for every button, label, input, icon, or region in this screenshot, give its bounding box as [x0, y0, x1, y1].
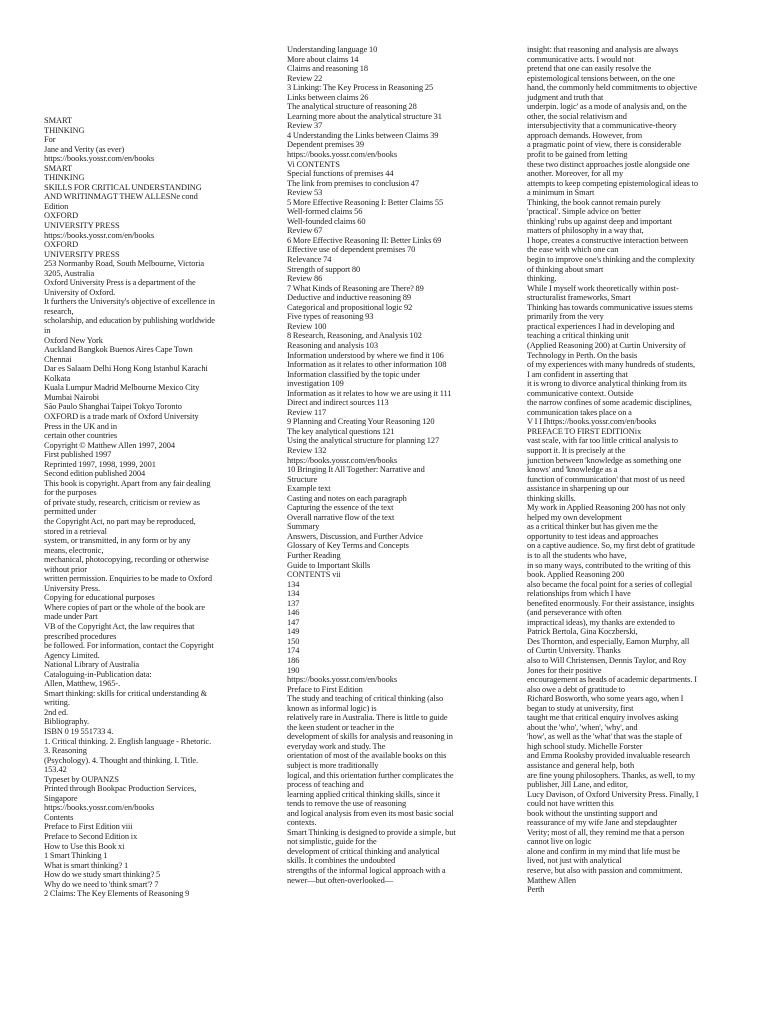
- text-line: V I I Ihttps://books.yossr.com/en/books: [527, 417, 657, 427]
- text-line: Learning more about the analytical structure 31: [287, 111, 442, 121]
- text-line: support it. It is precisely at the: [527, 445, 626, 455]
- text-line: Reasoning and analysis 103: [287, 340, 379, 350]
- text-line: SMART: [44, 116, 73, 125]
- text-line: Dependent premises 39: [287, 140, 364, 150]
- text-line: 'how', as well as the 'what' that was the staple of: [527, 732, 683, 742]
- text-line: system, or transmitted, in any form or by any: [44, 536, 191, 546]
- text-line: The analytical structure of reasoning 28: [287, 102, 417, 112]
- text-line: thinking' rubs up against deep and important: [527, 216, 672, 226]
- text-line: Review 53: [287, 188, 323, 198]
- text-line: the narrow confines of some academic disciplines,: [527, 398, 692, 408]
- text-line: 146: [287, 608, 300, 618]
- text-line: Preface to Second Edition ix: [44, 832, 138, 842]
- text-line: 4 Understanding the Links between Claims 39: [287, 130, 439, 140]
- text-line: 253 Normanby Road, South Melbourne, Victoria: [44, 259, 205, 269]
- text-line: https://books.yossr.com/en/books: [287, 675, 398, 685]
- text-line: subject is more traditionally: [287, 761, 379, 771]
- text-line: knows' and 'knowledge as a: [527, 465, 618, 475]
- text-line: Where copies of part or the whole of the book are: [44, 602, 206, 612]
- text-line: 2 Claims: The Key Elements of Reasoning 9: [44, 889, 190, 899]
- text-line: Contents: [44, 812, 74, 822]
- text-line: Perth: [527, 885, 545, 895]
- text-line: logical, and this orientation further complicates the: [287, 770, 454, 780]
- text-line: Review 132: [287, 445, 327, 455]
- text-line: begin to improve one's thinking and the complexity: [527, 255, 695, 265]
- text-line: publisher, Jill Lane, and editor,: [527, 780, 628, 790]
- text-line: made under Part: [44, 612, 98, 622]
- text-line: communicative acts. I would not: [527, 54, 634, 64]
- text-line: tends to remove the use of reasoning: [287, 799, 407, 809]
- text-line: 10 Bringing It All Together: Narrative and: [287, 465, 425, 475]
- text-line: lived, not just with analytical: [527, 856, 622, 866]
- text-line: Auckland Bangkok Buenos Aires Cape Town: [44, 345, 193, 355]
- text-line: also to Will Christensen, Dennis Taylor, and Roy: [527, 656, 687, 665]
- text-line: learning applied critical thinking skills, since it: [287, 789, 441, 799]
- text-line: Why do we need to 'think smart'? 7: [44, 879, 159, 889]
- text-line: relationships from which I have: [527, 589, 631, 599]
- text-line: The study and teaching of critical thinking (also: [287, 694, 444, 704]
- text-line: THINKING: [44, 173, 85, 183]
- text-line: Dar es Salaam Delhi Hong Kong Istanbul Karachi: [44, 364, 208, 374]
- text-line: Structure: [287, 474, 318, 484]
- text-line: Review 117: [287, 407, 327, 417]
- text-line: Oxford University Press is a department of the: [44, 278, 196, 288]
- text-line: I hope, creates a constructive interaction between: [527, 235, 689, 245]
- text-line: https://books.yossr.com/en/books: [44, 803, 155, 813]
- text-line: My work in Applied Reasoning 200 has not only: [527, 503, 686, 513]
- text-line: Agency Limited.: [44, 650, 100, 660]
- text-line: Jane and Verity (as ever): [44, 144, 125, 154]
- text-line: not simplistic, guide for the: [287, 837, 377, 847]
- text-line: epistemological tensions between, on the one: [527, 73, 675, 83]
- text-line: Summary: [287, 522, 320, 532]
- text-line: 153.42: [44, 765, 67, 775]
- text-line: newer—but often-overlooked—: [287, 875, 394, 885]
- text-line: Deductive and inductive reasoning 89: [287, 293, 411, 303]
- text-line: OXFORD is a trade mark of Oxford University: [44, 411, 199, 421]
- text-line: It furthers the University's objective of excellence in: [44, 297, 215, 307]
- text-line: Effective use of dependent premises 70: [287, 245, 416, 255]
- text-line: everyday work and study. The: [287, 741, 386, 751]
- text-line: in so many ways, contributed to the writing of this: [527, 560, 691, 570]
- text-line: the keen student or teacher in the: [287, 722, 395, 732]
- text-line: high school study. Michelle Forster: [527, 741, 643, 751]
- text-line: Claims and reasoning 18: [287, 64, 368, 74]
- text-line: taught me that critical enquiry involves asking: [527, 713, 679, 723]
- text-line: UNIVERSITY PRESS: [44, 249, 120, 259]
- text-line: Information classified by the topic under: [287, 369, 420, 379]
- text-line: 5 More Effective Reasoning I: Better Claims 55: [287, 197, 444, 207]
- text-line: Understanding language 10: [287, 45, 378, 54]
- text-line: How to Use this Book xi: [44, 841, 125, 851]
- text-line: Direct and indirect sources 113: [287, 398, 389, 408]
- text-line: Capturing the essence of the text: [287, 503, 394, 513]
- text-line: assistance in sharpening up our: [527, 484, 629, 494]
- text-line: Review 86: [287, 274, 323, 284]
- text-line: attempts to keep competing epistemological ideas to: [527, 178, 699, 188]
- text-line: written permission. Enquiries to be made to Oxford: [44, 574, 212, 584]
- text-line: cannot live on logic: [527, 837, 592, 847]
- text-line: of thinking about smart: [527, 264, 604, 274]
- text-line: 3205, Australia: [44, 268, 95, 278]
- text-line: be followed. For information, contact the Copyright: [44, 641, 214, 651]
- text-line: book without the unstinting support and: [527, 808, 658, 818]
- text-line: primarily from the very: [527, 312, 604, 322]
- text-line: Press in the UK and in: [44, 421, 118, 431]
- text-line: Reprinted 1997, 1998, 1999, 2001: [44, 459, 156, 469]
- text-line: 149: [287, 627, 300, 637]
- text-line: Copyright © Matthew Allen 1997, 2004: [44, 440, 176, 450]
- text-line: assistance and general help, both: [527, 761, 635, 771]
- text-line: Review 37: [287, 121, 323, 131]
- text-line: (Psychology). 4. Thought and thinking. I. Title.: [44, 755, 199, 765]
- text-line: development of critical thinking and analytical: [287, 846, 440, 856]
- text-line: of Curtin University. Thanks: [527, 646, 621, 656]
- text-line: 190: [287, 665, 300, 675]
- text-line: also owe a debt of gratitude to: [527, 684, 626, 694]
- text-line: OXFORD: [44, 240, 79, 250]
- text-line: 8 Research, Reasoning, and Analysis 102: [287, 331, 422, 341]
- text-line: strengths of the informal logical approach with a: [287, 866, 446, 876]
- text-line: Review 67: [287, 226, 323, 236]
- text-line: 1. Critical thinking. 2. English language - Rhetoric.: [44, 736, 212, 746]
- text-line: Information understood by where we find it 106: [287, 350, 444, 360]
- text-line: Lucy Davison, of Oxford University Press. Finally, I: [527, 789, 699, 799]
- text-line: (and perseverance with often: [527, 608, 622, 618]
- text-line: 174: [287, 646, 300, 656]
- text-line: AND WRITINMAGT THEW ALLESNe cond: [44, 192, 198, 202]
- text-line: the ease with which one can: [527, 245, 619, 255]
- text-line: reassurance of my wife Jane and stepdaughter: [527, 818, 677, 828]
- text-line: São Paulo Shanghai Taipei Tokyo Toronto: [44, 402, 182, 412]
- text-line: process of teaching and: [287, 780, 364, 790]
- text-line: Further Reading: [287, 550, 341, 560]
- text-line: writing.: [44, 698, 70, 708]
- text-line: CONTENTS vii: [287, 570, 341, 580]
- text-line: THINKING: [44, 125, 85, 135]
- text-line: development of skills for analysis and reasoning in: [287, 732, 453, 742]
- text-line: intersubjectivity that a communicative-theory: [527, 121, 677, 131]
- text-line: communicative context. Outside: [527, 388, 634, 398]
- text-line: National Library of Australia: [44, 660, 140, 670]
- text-line: https://books.yossr.com/en/books: [44, 230, 155, 240]
- text-line: Review 100: [287, 321, 327, 331]
- text-line: Information as it relates to other information 108: [287, 360, 447, 370]
- text-line: thinking skills.: [527, 493, 576, 503]
- text-line: on a captive audience. So, my first debt of gratitude: [527, 541, 695, 551]
- text-line: Singapore: [44, 793, 78, 803]
- text-line: Patrick Bertola, Gina Koczberski,: [527, 627, 638, 637]
- text-line: as a critical thinker but has given me the: [527, 522, 658, 532]
- text-line: I am confident in asserting that: [527, 369, 628, 379]
- text-line: relatively rare in Australia. There is little to guide: [287, 713, 448, 723]
- text-line: VB of the Copyright Act, the law requires that: [44, 621, 195, 631]
- text-line: is to all the students who have,: [527, 550, 627, 560]
- text-line: means, electronic,: [44, 545, 104, 555]
- text-line: Example text: [287, 484, 331, 494]
- text-line: alone and confirm in my mind that life must be: [527, 846, 680, 856]
- text-line: prescribed procedures: [44, 631, 117, 641]
- text-line: Richard Bosworth, who some years ago, when I: [527, 694, 684, 704]
- text-line: opportunity to test ideas and approaches: [527, 531, 659, 541]
- text-line: mechanical, photocopying, recording or otherwise: [44, 555, 209, 565]
- text-line: 147: [287, 617, 300, 627]
- text-line: Information as it relates to how we are using it 111: [287, 388, 452, 398]
- text-line: a pragmatic point of view, there is considerable: [527, 140, 682, 150]
- text-line: 1 Smart Thinking 1: [44, 851, 108, 861]
- text-line: began to study at university, first: [527, 703, 634, 713]
- text-line: Casting and notes on each paragraph: [287, 493, 407, 503]
- text-line: vast scale, with far too little critical analysis to: [527, 436, 679, 446]
- text-line: This book is copyright. Apart from any fair dealing: [44, 478, 211, 488]
- text-line: OXFORD: [44, 211, 79, 221]
- text-line: permitted under: [44, 507, 97, 517]
- text-line: investigation 109: [287, 379, 344, 389]
- text-line: SMART: [44, 163, 73, 173]
- text-line: Glossary of Key Terms and Concepts: [287, 541, 409, 551]
- text-line: Smart thinking: skills for critical understanding &: [44, 688, 208, 698]
- text-line: Links between claims 26: [287, 92, 369, 102]
- text-line: 3 Linking: The Key Process in Reasoning 25: [287, 83, 434, 93]
- text-line: helped my own development: [527, 512, 622, 522]
- text-line: it is wrong to divorce analytical thinking from its: [527, 379, 687, 389]
- text-line: Allen, Matthew, 1965-.: [44, 679, 121, 689]
- text-line: What is smart thinking? 1: [44, 860, 129, 870]
- text-line: reserve, but also with passion and commitment.: [527, 866, 683, 876]
- text-line: certain other countries: [44, 431, 118, 441]
- text-line: Typeset by OUPANZS: [44, 774, 119, 784]
- text-line: Vi CONTENTS: [287, 159, 340, 169]
- text-line: Guide to Important Skills: [287, 560, 371, 570]
- text-line: 137: [287, 598, 300, 608]
- text-column-left: [44, 116, 259, 899]
- text-line: More about claims 14: [287, 54, 359, 64]
- text-line: Jones for their positive: [527, 665, 602, 675]
- text-line: teaching a critical thinking unit: [527, 331, 629, 341]
- text-line: While I myself work theoretically within post-: [527, 283, 679, 293]
- text-line: approach demands. However, from: [527, 130, 643, 140]
- text-line: practical experiences I had in developing and: [527, 321, 675, 331]
- text-line: a minimum in Smart: [527, 188, 595, 198]
- text-line: contexts.: [287, 818, 317, 828]
- text-line: of my experiences with many hundreds of students,: [527, 360, 696, 370]
- text-line: other, the social relativism and: [527, 111, 627, 121]
- text-line: https://books.yossr.com/en/books: [287, 150, 398, 160]
- text-line: function of communication' that most of us need: [527, 474, 685, 484]
- text-line: encouragement as heads of academic departments. I: [527, 675, 697, 685]
- text-line: book. Applied Reasoning 200: [527, 570, 625, 580]
- text-line: hand, the commonly held commitments to objective: [527, 83, 698, 93]
- text-line: Oxford New York: [44, 335, 103, 345]
- text-line: https://books.yossr.com/en/books: [44, 154, 155, 164]
- text-line: First published 1997: [44, 450, 112, 460]
- text-line: (Applied Reasoning 200) at Curtin University of: [527, 340, 686, 350]
- text-line: ISBN 0 19 551733 4.: [44, 727, 114, 736]
- text-line: also became the focal point for a series of collegial: [527, 579, 693, 589]
- text-line: The link from premises to conclusion 47: [287, 178, 420, 188]
- text-line: scholarship, and education by publishing worldwide: [44, 316, 215, 326]
- text-line: underpin. logic' as a mode of analysis and, on the: [527, 102, 687, 112]
- text-line: SKILLS FOR CRITICAL UNDERSTANDING: [44, 182, 202, 192]
- text-line: matters of philosophy in a way that,: [527, 226, 644, 236]
- text-line: Technology in Perth. On the basis: [527, 350, 638, 360]
- text-line: 'practical'. Simple advice on 'better: [527, 207, 641, 217]
- text-line: Chennai: [44, 354, 72, 364]
- text-line: Thinking, the book cannot remain purely: [527, 197, 661, 207]
- text-line: University of Oxford.: [44, 287, 116, 297]
- text-line: Preface to First Edition: [287, 684, 363, 694]
- text-line: pretend that one can easily resolve the: [527, 64, 652, 74]
- text-line: 3. Reasoning: [44, 746, 87, 756]
- text-line: Overall narrative flow of the text: [287, 512, 395, 522]
- text-line: Kolkata: [44, 373, 71, 383]
- text-line: Using the analytical structure for planning 127: [287, 436, 440, 446]
- text-line: for the purposes: [44, 488, 97, 498]
- text-line: in: [44, 326, 51, 336]
- text-line: are fine young philosophers. Thanks, as well, to my: [527, 770, 696, 780]
- text-line: 6 More Effective Reasoning II: Better Links 69: [287, 235, 442, 245]
- text-line: 134: [287, 579, 300, 589]
- text-line: research,: [44, 306, 74, 316]
- text-line: orientation of most of the available books on this: [287, 751, 447, 761]
- text-line: Smart Thinking is designed to provide a simple, but: [287, 827, 456, 837]
- text-line: Bibliography.: [44, 717, 90, 727]
- text-line: 150: [287, 636, 300, 646]
- text-line: and logical analysis from even its most basic social: [287, 808, 454, 818]
- text-line: Mumbai Nairobi: [44, 392, 100, 402]
- text-line: impractical ideas), my thanks are extended to: [527, 617, 675, 627]
- text-line: Well-founded claims 60: [287, 216, 366, 226]
- text-line: benefited enormously. For their assistance, insights: [527, 598, 695, 608]
- text-line: For: [44, 135, 56, 145]
- text-line: another. Moreover, for all my: [527, 169, 624, 179]
- text-line: 134: [287, 589, 300, 599]
- text-line: stored in a retrieval: [44, 526, 107, 536]
- text-line: Printed through Bookpac Production Services,: [44, 784, 197, 794]
- text-line: Cataloguing-in-Publication data:: [44, 669, 152, 679]
- text-line: Des Thornton, and especially, Eamon Murphy, all: [527, 636, 690, 646]
- text-line: Review 22: [287, 73, 323, 83]
- text-line: without prior: [44, 564, 88, 574]
- text-line: Categorical and propositional logic 92: [287, 302, 413, 312]
- text-line: Second edition published 2004: [44, 469, 146, 479]
- text-line: Strength of support 80: [287, 264, 361, 274]
- text-line: known as informal logic) is: [287, 703, 377, 713]
- text-line: communication takes place on a: [527, 407, 632, 417]
- text-line: UNIVERSITY PRESS: [44, 221, 120, 231]
- text-line: judgment and truth that: [527, 92, 604, 102]
- text-line: PREFACE TO FIRST EDITIONix: [527, 426, 642, 436]
- text-line: Thinking has towards communicative issues stems: [527, 302, 693, 312]
- text-column-middle: [287, 45, 495, 885]
- text-line: skills. It combines the undoubted: [287, 856, 396, 866]
- text-line: about the 'who', 'when', 'why', and: [527, 722, 638, 732]
- text-line: 2nd ed.: [44, 707, 69, 717]
- text-line: The key analytical questions 121: [287, 426, 395, 436]
- text-line: Answers, Discussion, and Further Advice: [287, 531, 423, 541]
- text-line: insight: that reasoning and analysis are always: [527, 45, 679, 54]
- text-line: Edition: [44, 201, 69, 211]
- text-line: Matthew Allen: [527, 875, 577, 885]
- text-line: https://books.yossr.com/en/books: [287, 455, 398, 465]
- text-line: profit to be gained from letting: [527, 150, 628, 160]
- text-line: 7 What Kinds of Reasoning are There? 89: [287, 283, 424, 293]
- text-line: Five types of reasoning 93: [287, 312, 374, 322]
- text-line: thinking.: [527, 274, 557, 284]
- text-line: Preface to First Edition viii: [44, 822, 133, 832]
- text-line: Kuala Lumpur Madrid Melbourne Mexico City: [44, 383, 200, 393]
- text-line: 186: [287, 656, 300, 665]
- text-line: structuralist frameworks, Smart: [527, 293, 631, 303]
- text-column-right: [527, 45, 733, 895]
- text-line: these two distinct approaches jostle alongside one: [527, 159, 690, 169]
- text-line: Relevance 74: [287, 255, 332, 265]
- text-line: Well-formed claims 56: [287, 207, 363, 217]
- text-line: 9 Planning and Creating Your Reasoning 120: [287, 417, 435, 427]
- text-line: Verity; most of all, they remind me that a person: [527, 827, 685, 837]
- text-line: How do we study smart thinking? 5: [44, 870, 161, 880]
- text-line: Copying for educational purposes: [44, 593, 155, 603]
- text-line: Special functions of premises 44: [287, 169, 394, 179]
- text-line: of private study, research, criticism or review as: [44, 497, 201, 507]
- text-line: University Press.: [44, 583, 101, 593]
- text-line: and Emma Rooksby provided invaluable research: [527, 751, 691, 761]
- text-line: junction between 'knowledge as something one: [527, 455, 682, 465]
- text-line: could not have written this: [527, 799, 614, 809]
- text-line: the Copyright Act, no part may be reproduced,: [44, 516, 196, 526]
